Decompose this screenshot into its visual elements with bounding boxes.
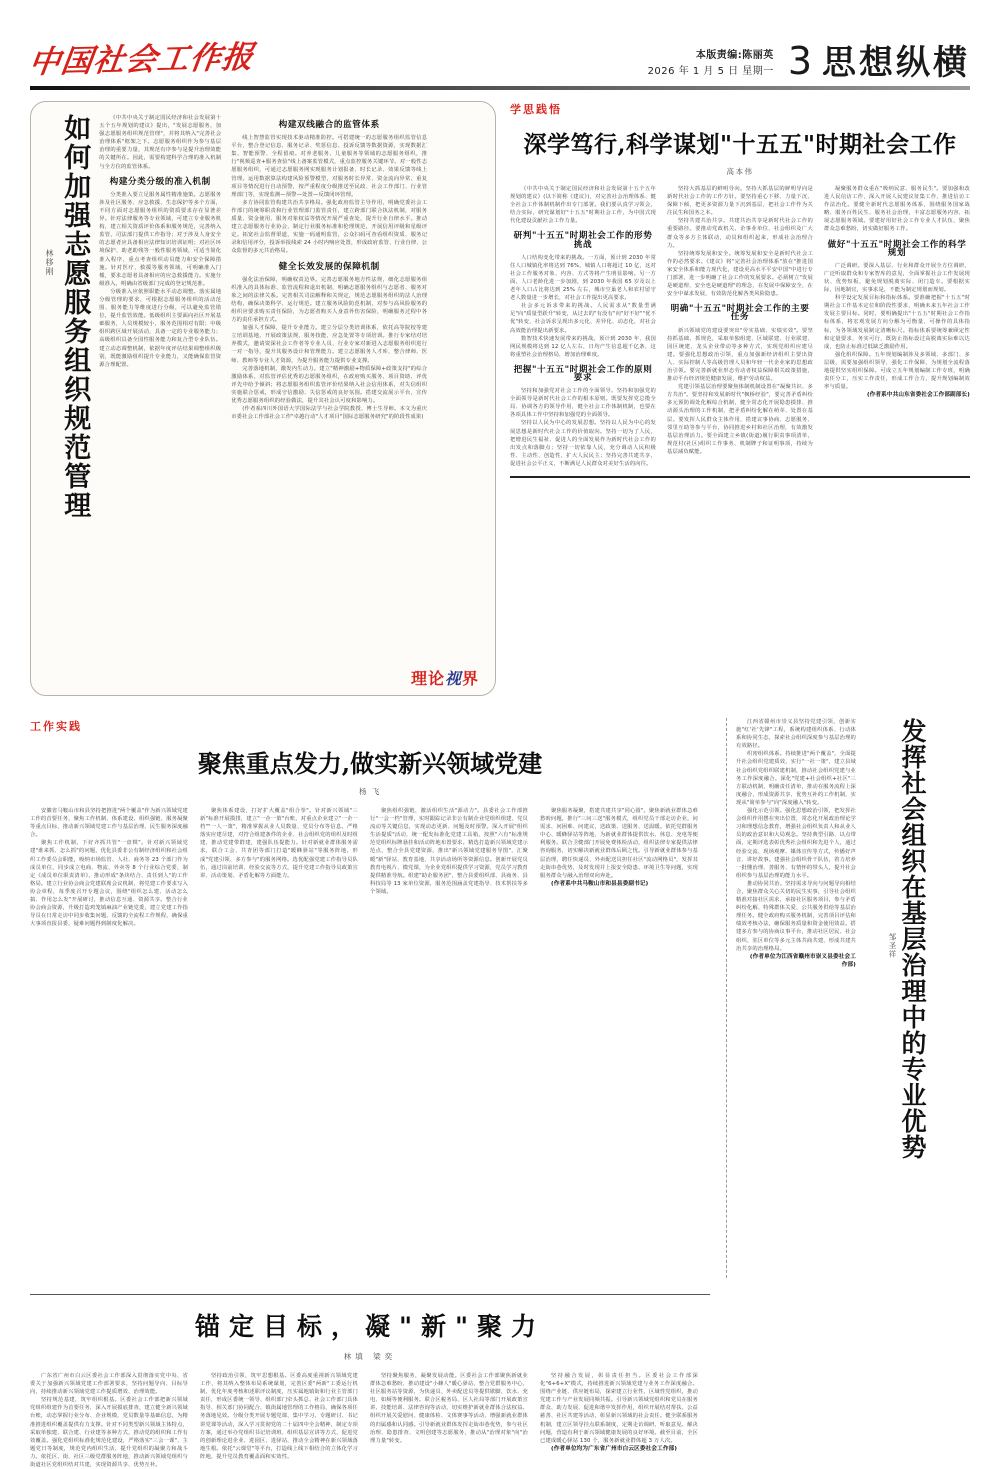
- vertical-divider: [726, 718, 727, 1278]
- atr-heading-2: 把握"十五五"时期社会工作的原则要求: [513, 364, 653, 383]
- atr-p13: 科学设定发展目标和指标体系。要准确把握"十五五"时期社会工作基本定位和阶段性要求，明确未来五年社会工作发展主要目标。同时，要明确提出"十五五"时期社会工作指标体系，将宏观发展方向分解为可衡量、可操作的具体指标，为各领域发展制定清晰标尺。指标体系要统筹兼顾定性和定量要求，务实可行，既防止指标设过高脱离实际难以达成，也防止标准过低缺乏激励作用。: [824, 295, 970, 350]
- abot-column-2: [200, 1372, 358, 1469]
- article-mid-columns: [30, 807, 710, 928]
- abot-p2: 坚持政治引领，筑牢思想根基。区委高度重视新兴领域党建工作，将其纳入整体布局系统谋划，完善区委"两新"工委运行机制，优化年度考核和述职评议制度，压实属地镇街和行业主管部门责任，形成区委统一领导、组织部门牵头抓总、社会工作部门具体指导、相关部门协同配合、镇街属地管理的工作格局，确保各项任务落地见效。分级分类开展专题党课、集中学习、专题研讨、书记讲党课等活动，深入学习贯彻党的二十届四中全会精神，制定专项方案，通过举办党组织书记培训班、组织基层宣讲等方式，促进党的创新理论进企业、进园区、进驿站，推动全会精神在新兴领域落地生根。依托"云课堂"等平台，打造线上线下相结合的立体化学习阵地，提升党员教育覆盖面和实效性。: [200, 1373, 358, 1460]
- arv-lead: 江西省赣州市崇义县坚持党建引领，创新实施"红'社'先锋"工程，系统构建组织体系、行动体系和协同生态，探索社会组织深度参与基层治理的有效路径。: [736, 719, 856, 750]
- atr-p2: 社会多元诉求带来的挑战。人民需求从"数量型满足"向"质量型跃升"转变，从过去的"有没有"向"好不好""优不优"转变，社会诉求呈现出多元化、差异化、动态化，对社会高效能治理提出新要求。: [510, 303, 656, 334]
- atr-p14: 强化组织保障。五年规划编制涉及多领域、多部门、多层级，需要加强组织领导，强化工作保障，为规划全流程落地提供坚实组织保障。可成立五年规划编制工作专班，明确责任分工，压实工作责任，形成工作合力，提升规划编制效率与质量。: [824, 351, 970, 391]
- abot-column-4: [540, 1372, 698, 1469]
- kicker-xuesijianwu: 学思践悟: [510, 103, 562, 116]
- atr-heading-4: 做好"十五五"时期社会工作的科学规划: [827, 239, 967, 258]
- arv-column: [736, 718, 856, 1278]
- atr-p11: 凝聚服务群众重在"吸纳民意、服务民生"。要加强和改进人民信访工作，深入开展人民建议征集工作，推进信访工作法治化。要健全新时代志愿服务体系，围绕服务国家战略、服务百姓民生、服务社会治理，丰富志愿服务内容，拓展志愿服务领域。要建好用好社会工作专业人才队伍，聚焦群众急难愁盼，切实做好服务工作。: [824, 186, 970, 233]
- feature-para-3: 完善落地机制，激发内生动力。建立"精神激励+物质保障+政策支持"的综合激励体系，对监管评估优秀的志愿服务组织，在政府购买服务、项目资助、评优评先中给予倾斜；将志愿服务组织监管评价结果纳入社会信用体系，对失信组织实施联合惩戒，形成守信激励、失信惩戒的良好氛围。搭建交流展示平台，宣传优秀志愿服务组织的经验做法，提升其社会认可度和影响力。: [231, 365, 428, 404]
- article-bottom: [30, 1294, 710, 1469]
- middle-zone: [30, 718, 970, 1278]
- page-number: 3: [787, 39, 812, 84]
- feature-heading-1: 构建分类分级的准入机制: [109, 176, 211, 187]
- feature-lead: 《中共中央关于制定国民经济和社会发展第十五个五年规划的建议》提出，"发展志愿服务，加强志愿服务组织规范管理"，并将其纳入"完善社会治理体系"框架之下。志愿服务组织作为参与基层治理的重要力量，其规范有序参与是提升治理效能的关键所在。因此，需要构建科学合理的准入机制与全方位的监管体系。: [99, 115, 222, 170]
- masthead-rule: [30, 86, 970, 90]
- abot-lead: 广东省广州市白云区委社会工作部深入贯彻落实党中央、省委关于加强新兴领域党建工作部署要求，坚持问题导向、目标导向，持续推动新兴领域党建工作提质增效、治理效能。: [30, 1373, 188, 1396]
- feature-credit: (作者系四川外国语大学国际法学与社会学院教授、博士生导师。本文为重庆市委社会工作部社会工作"卓越行动"人才项目"国际志愿服务研究"的阶段性成果): [231, 406, 428, 421]
- article-top-right-title: 深学笃行,科学谋划"十五五"时期社会工作: [523, 131, 957, 158]
- arv-title: 发挥社会组织在基层治理中的专业优势: [898, 718, 927, 1160]
- atr-p6: 坚持大抓基层的鲜明导向。坚持大抓基层的鲜明导向是新时代社会工作的工作方针。要坚持重心下移、力量下沉、保障下倾，把更多资源力量下沉到基层，把社会工作作为关注民生和国务之本。: [667, 186, 813, 217]
- bottom-rule: [30, 1294, 710, 1295]
- feature-para-1: 分类准入要立足服务属性精准施策。志愿服务涉及社区服务、应急救援、生态保护等多个方面，不同方面对志愿服务组织的资质要求存在显著差异。针对法律服务等专业领域，可建立专业服务机构，建立相关资质评价体系和服务规范，完善纳入监管，司法部门提供工作指导；对于涉及人身安全的志愿者应具备相应法律知识培训证明；对社区环境保护、助老助残等一般性服务领域，可适当简化准入程序，重点考查组织动员能力和安全保障措施。针对医疗、救援等服务领域，可明确准入门槛，要求志愿者具备相应的应急救援能力。实施分级准入，明确由省级部门完成的登记规范准。: [99, 191, 222, 287]
- atr-column-1: [510, 185, 656, 468]
- masthead-meta: [648, 48, 774, 79]
- amid-lead: 安徽省马鞍山市和县坚持把推进"两个覆盖"作为新兴领域党建工作的首要任务，聚焦工作机制、体系建设、组织强链、服务凝聚等重点目标，推动新兴领域党建工作与基层治理、民生服务深度融合。: [30, 808, 188, 839]
- abot-p1: 坚持规范基建，筑牢组织根基。区委社会工作部把新兴领域党组织组建作为首要任务，深入开展摸底排查，建立健全新兴领域台账，动态掌握行业分布、企业规模、党员数量等基础信息，为精准推进组织覆盖提供有力支撑。针对不同类型新兴领域主体特点，采取单独建、联合建、行业建等多种方式，推动党的组织和工作有效覆盖。强化党组织标准化规范化建设，严格落实"三会一课"、主题党日等制度，规范党内组织生活，提升党组织的凝聚力和战斗力。依托区、街、社区三级党群服务阵地，推动新兴领域党组织与街道社区党组织结对共建，实现资源共享、优势互补。: [30, 1397, 188, 1469]
- atr-heading-3: 明确"十五五"时期社会工作的主要任务: [670, 304, 810, 323]
- abot-column-3: [370, 1372, 528, 1469]
- atr-p1: 人口结构变化带来的挑战。一方面，预计到 2030 年常住人口城镇化率将达到 76%，城镇人口将超过 10 亿，这对社会工作服务对象、内容、方式等将产生明显影响。另一方面，人口老龄化进一步加剧，到 2030 年我国 65 岁及以上老年人口占比将达到 25% 左右，城市空巢老人和农村留守老人数量进一步增长，对社会工作提出更高要求。: [510, 254, 656, 302]
- article-mid-title: 聚焦重点发力,做实新兴领域党建: [197, 749, 543, 778]
- masthead: [26, 0, 970, 84]
- article-mid-author: 杨 飞: [359, 787, 381, 796]
- atr-p10: 党建引领基层治理要聚焦体制机制设置在"凝聚共识、多方共治"。要坚持和发展新时代"枫桥经验"，要完善矛盾纠纷多元预防调处化解综合机制，健全常态化开展隐患摸排、推动源头治理的工作机制，把矛盾纠纷化解在萌芽、处置在基层。要发挥人民群众主体作用，搭建议事协商、志愿服务、邻里互助等参与平台，协同推进乡村和社区治理，有效激发基层治理活力。要全面建立乡镇(街道)履行职责事项清单，规范村(社区)组织工作事务、机制牌子和证明事项，持续为基层减负赋能。: [667, 384, 813, 455]
- atr-heading-1: 研判"十五五"时期社会工作的形势挑战: [513, 231, 653, 250]
- feature-heading-3: 健全长效发展的保障机制: [278, 261, 380, 272]
- feature-para-6: 强化法治保障，明确权责边界。完善志愿服务地方性法规，细化志愿服务组织准入的具体标准、监管流程和退出机制，明确志愿服务组织与志愿者、服务对象之间的法律关系。完善相关司法解释和关规定，规范志愿服务组织的法人治理结构，确保决策科学、运行规范。建立服务风险防范机制，对参与高风险服务的组织应要求购买责任保险，为志愿者购买人身意外伤害保险，明确服务过程中各方的责任承担方式。: [231, 276, 428, 324]
- amid-p1: 聚焦工作机制，下好齐抓共管"一盘棋"。针对新兴领域党建"谁来抓、怎么抓"的问题，优化县委非公有制经济组织和社会组织工作委员会职能，吸纳市场监管、人社、商务等 23 个部门作为成员单位，同步成立电商、物流、外卖等 8 个行业综合党委，制定《成员单位职责清单》，推动形成"条块结合、责任到人"的工作格局。建立行业协会商会党建联席会议机制，将党建工作要求写入协会章程，每季度召开专题会议，围绕"组织怎么建、活动怎么搞、作用怎么发"开展研讨，推动信息互通、资源共享。整合行业协会商会资源，升级打造鸡笼镇麻油产业链党委，建立党建工作指导员在日常走访中同步收集问题、反馈的全流程工作规程，确保重大事项直报县委，疑难问题得到制度化解决。: [30, 840, 188, 928]
- feature-para-2: 分级准入应依照职能水平动态调整。落实属地分级管理的要求，可根据志愿服务组织的活动范围、服务能力等维度进行分级，可以避免监管错位，提升监管效能。低级组织主要面向社区开展基础服务，人员规模较小，服务范围相对有限；中级组织跨区域开展活动，具备一定的专业服务能力；高级组织具备全国性服务能力和复合型专业队伍。建立动态调整机制，依据年度评估结果调整组织级别，既能激励组织提升专业能力，又能确保监管资源合理配置。: [99, 288, 222, 368]
- atr-p3: 数智技术快速发展带来的挑战。预计到 2030 年，我国网民规模将达到 12 亿人左右，日均产生信息超千亿条，这将重塑社会治理格局，增加治理难度。: [510, 335, 656, 358]
- newspaper-logo: 中国社会工作报: [26, 39, 257, 81]
- editor-line: 本版责编:陈丽英: [695, 50, 774, 61]
- atr-lead: 《中共中央关于制定国民经济和社会发展第十五个五年规划的建议》(以下简称《建议》)，对完善社会治理体系、健全社会工作体制机制作出专门部署。我们要认真学习领会，结合实际，研究谋划好"十五五"时期社会工作，为中国式现代化建设贡献社会工作力量。: [510, 186, 656, 225]
- feature-title: 如何加强志愿服务组织规范管理: [59, 114, 91, 520]
- article-bottom-columns: [30, 1372, 710, 1469]
- article-bottom-title: 锚定目标，凝"新"聚力: [194, 1312, 546, 1341]
- amid-column-1: [30, 807, 188, 928]
- abot-p3: 坚持聚焦服务，凝聚发展动能。区委社会工作部聚焦新就业群体急难愁盼，推动建设"小蜂人"暖心驿站，整合党群服务中心、社区服务站等资源，为快递员、外卖配送员等提供歇脚、饮水、充电、如厕等便利服务。联合区税务局、区人社局等部门开展政策宣讲、技能培训、法律咨询等活动，切实维护新就业群体合法权益。组织开展关爱慰问、健康体检、文体赛事等活动，增强新就业群体的归属感和认同感。引导新就业群体发挥走街串巷优势，参与社区治理、隐患排查、文明创建等志愿服务，推动从"治理对象"向"治理力量"转变。: [370, 1373, 528, 1444]
- article-right-vertical: [726, 718, 970, 1278]
- kicker-gongzuoshijian: 工作实践: [30, 720, 82, 733]
- atr-p7: 坚持共建共治共享。共建共治共享是新时代社会工作的重要路径。要推动党政机关、企事业单位、社会组织及广大群众等多方主体联动，动员和组织起来，形成社会治理合力。: [667, 218, 813, 249]
- amid-column-2: [200, 807, 358, 928]
- arv-author: 邹圣祥: [888, 933, 897, 959]
- atr-column-3: [824, 185, 970, 468]
- abot-p4: 坚持融合发展，彰显责任担当。区委社会工作部深化"6+6+X"模式，持续推进新兴领域党建与业务工作深度融合。围绕产业链、供应链布局，探索建立行业性、区域性党组织，推动党建工作与产业发展同频共振。引导新兴领域党组织和党员在服务群众、助力发展、促进和谐中发挥作用，组织开展结对帮扶、公益慈善、社区共建等活动，彰显新兴领域的社会责任。健全联系服务机制，建立区领导挂点联系制度，定期走访调研、听取意见、解决问题，营造有利于新兴领域健康发展的良好环境。截至目前，全区已建成暖心驿站 130 个，服务新就业群体超 3 万人次。: [540, 1373, 698, 1444]
- article-top-right-columns: [510, 185, 970, 468]
- arv-credit: (作者单位为江西省赣州市崇义县委社会工作部): [749, 953, 856, 968]
- arv-p2: 强化示范引领。强化思想政治引领，把发挥社会组织作用摆在突出位置，常态化开展政治理论学习和理想信念教育，增强社会组织负责人和从业人员的政治意识和大局观念。坚持典型引路、以点带面，定期评选表彰优秀社会组织和先进个人，通过经验交流、现场观摩、媒体宣传等方式，传播好声音、讲好故事。建强社会组织骨干队伍，着力培养一批懂治理、善服务、有情怀的带头人，提升社会组织参与基层治理的能力水平。: [736, 808, 856, 879]
- top-zone: [30, 101, 970, 696]
- amid-p4: 聚焦服务凝聚，搭建共建共享"同心圆"。聚焦新就业群体急难愁盼问题，推行"三问三送"服务模式，组织党员干部走访企业，问需求、问困难、问建议，送政策、送服务、送温暖。依托党群服务中心、暖蜂驿站等阵地，为新就业群体提供饮水、休息、充电等便利服务。联合卫健部门开展免费体检活动，组织法律专家提供法律咨询服务，切实解决新就业群体后顾之忧。引导新就业群体参与基层治理，聘任快递员、外卖配送员担任社区"流动网格员"，发挥其走街串巷优势，及时发现并上报安全隐患、环境卫生等问题，实现服务群众与融入治理双向奔赴。: [540, 808, 698, 879]
- feature-title-wrap: [44, 114, 89, 685]
- feature-column-2: [231, 114, 427, 685]
- atr-p5: 坚持以人民为中心的发展思想。坚持以人民为中心的发展思想是新时代社会工作的价值取向。坚持一切为了人民，把增进民生福祉、促进人的全面发展作为新时代社会工作的出发点和落脚点；坚持一切依靠人民，充分调动人民积极性、主动性、创造性，扩大人民民主；坚持完善共建共享，促进社会公平正义，不断满足人民群众对美好生活的向往。: [510, 420, 656, 467]
- article-top-right-author: 高本伟: [726, 167, 754, 176]
- amid-p2: 聚焦体系建设，打好扩大覆盖"组合拳"。针对新兴领域"三新"标准开展摸排，建立"一企一策"台账，对重点企业建立"一企一档""一人一策"，精准掌握从业人员数量、党员分布等信息。严格落实应建尽建，对符合组建条件的企业、社会组织党的组织及时组建，推动党建带群建，建强队伍提能力。针对新就业群体服务需求，联合工会、共青团等部门打造"暖蜂驿站"等服务阵地，形成"党建引领、多方参与"的服务网络。选优配强党建工作指导员队伍，通过岗前培训、经验交流等方式，提升党建工作指导员政策宣讲、活动策划、矛盾化解等方面能力。: [200, 808, 358, 879]
- article-mid: [30, 718, 710, 1278]
- feature-para-5: 多方协同监管构建共治共享格局。强化政府监管主导作用，明确党委社会工作部门的统筹职责和行业管理部门监管责任，建立跨部门联合执法机制，对服务质量、资金使用、服务对象权益等情况开展严重查处，提升行业自律水平。推动建立志愿服务行业协会，制定行业服务标准和伦理规范，开展信用评级和星级评定。拓宽社会监督渠道，实施一码通明监管，公众扫码可查看组织资质、服务记录和信用评分，投诉举报线索 24 小时内响应处置，形成政府监管、行业自律、公众监督的多元共治格局。: [231, 199, 428, 255]
- article-bottom-author: 林填 梁奕: [343, 1352, 397, 1361]
- amid-column-3: [370, 807, 528, 928]
- atr-p8: 坚持统筹发展和安全。统筹发展和安全是新时代社会工作的必然要求。《建议》将"完善社会治理体系"放在"推进国家安全体系和能力现代化，建设更高水平平安中国"中进行专门部署，进一步明确了社会工作的发展要求。必须树立"发展是硬道理、安全也是硬道理"的理念，在发展中保障安全，在安全中谋求发展，有效防范化解各类风险隐患。: [667, 250, 813, 298]
- atr-p4: 坚持和加强党对社会工作的全面领导。坚持和加强党的全面领导是新时代社会工作的根本原则。既要发挥党总揽全局、协调各方的领导作用，健全社会工作体制机制，也要在各项具体工作中坚持和加强党的全面领导。: [510, 388, 656, 419]
- logo-part-3: 界: [461, 669, 479, 688]
- feature-para-7: 加强人才保障，提升专业能力。建立分层分类培训体系，依托高等院校等建立培训基地，开展政策法规、服务技能、应急处置等专项培训。推行专家结对培养模式，邀请资深社会工作者等专业人员、行业专家对新进入志愿服务组织进行一对一指导，提升其服务设计和管理能力。建立志愿服务人才库，整合律师、医师、教师等专业人才资源，为提升服务能力提供专业支撑。: [231, 325, 428, 364]
- arv-title-wrap: [865, 718, 926, 1278]
- article-top-right: [510, 101, 970, 696]
- atr-column-2: [667, 185, 813, 468]
- feature-article-box: [30, 101, 496, 696]
- feature-column-1: [99, 114, 221, 685]
- atr-credit: (作者系中共山东省委社会工作部副部长): [866, 392, 970, 399]
- feature-para-4: 线上智慧监管实现技术驱动精准防控。可搭建统一的志愿服务组织监管信息平台，整合登记信息、服务记录、奖惩信息、投诉反馈等数据资源，实现数据汇集、智能预警、全程留痕。对养老服务、儿童服务等领域的志愿服务组织，推行"视频巡查+服务查验"线上备案监管模式，重点监控服务关键环节。对一般性志愿服务组织，可通过志愿服务网实现服务计划报备、时长记录、效果反馈等线上管理。运用数据算法构建风险预警模型，对服务时长异常、资金流向异常、重复项目等情况进行自动预警，按严重程度分级推送至民政、社会工作部门、行业管理部门等，实现监测—预警—处置—反馈闭环管理。: [231, 135, 428, 198]
- logo-part-1: 理论: [410, 669, 445, 688]
- section-name: 思想纵横: [822, 43, 970, 84]
- abot-credit: (作者单位均为广东省广州市白云区委社会工作部): [551, 1445, 678, 1452]
- article-top-right-rule: [510, 476, 970, 478]
- amid-p3: 聚焦组织强链，激活组织生活"源动力"。县委社会工作部推行"一会一档"管理，实时跟踪记录非公有制企业党组织组建、党员流动等关键信息，实现动态更新、问题及时预警。深入开展"组织生活提质"活动，统一配发标准化党建工具箱，按照"六有"标准规范党组织标牌悬挂和活动阵地布置要求。精选打造新兴领域党建示范点，整合全县党建资源，推出"新兴领域党建服务导图"，汇聚暖"新"驿站、教育基地、共享活动场所等资源信息。创新开展党员教育电视片、微党课，为企业党组织提供学习资源，党员学习教育提供精准导航。组建"助企服务团"，整合县委组织部、县商务、县科技局等 13 家单位资源，服务范围涵盖党建指导、技术帮扶等多个领域。: [370, 808, 528, 895]
- theory-vision-logo: [411, 666, 479, 689]
- abot-column-1: [30, 1372, 188, 1469]
- arv-p3: 推动协同共治。坚持需求导向与问题导向相结合，聚焦群众关心关切的民生实事，引导社会组织精准对接社区需求，承接社区服务项目，参与矛盾纠纷化解、特殊群体关爱、公共服务供给等基层治理任务。健全政府购买服务机制，完善项目评估和绩效考核办法，确保服务质量和资金使用效益。搭建多方参与的协商议事平台，推动社区居民、社会组织、驻区单位等多元主体共商共建，形成共建共治共享的治理格局。: [736, 880, 856, 952]
- feature-heading-2: 构建双线融合的监管体系: [278, 120, 380, 130]
- date-line: 2026 年 1 月 5 日 星期一: [647, 65, 774, 77]
- amid-credit: (作者系中共马鞍山市和县县委副书记): [551, 880, 649, 887]
- atr-p9: 新兴领域党的建设要突出"劳实基础、实绩实效"。要坚持抓基础、抓规范，采取单独组建、区域联建、行业联建、园区统建、龙头企业带动等多种方式，实现党组织应建尽建。要强化思想政治引领，重点加强新经济组织主要出资人、实际控制人等高级管理人员和年轻一代企业家的思想政治引领。要完善新就业形态劳动者权益保障相关政策措施，推动平台经济规范健康发展，维护劳动权益。: [667, 327, 813, 383]
- arv-p1: 织密组织体系。持续推进"两个覆盖"，全面提升社会组织党建质效，实行"一社一策"，建立县域社会组织党组织联建机制，推动社会组织党建与业务工作深度融合。深化"党建+社会组织+社区"三方联动机制，明确责任清单，推动在服务流程上深度融合，形成资源共享、优势互补的工作机制，实现从"简单参与"向"深度融入"转变。: [736, 751, 856, 806]
- logo-part-2: 视: [444, 669, 462, 688]
- masthead-right: [647, 39, 970, 84]
- section-header: [787, 39, 970, 84]
- atr-p12: 广泛调研。要深入基层、行业和群众开展全方位调研，广泛听取群众和专家智库的意见，全面掌握社会工作发展现状、优势短板，避免规划脱离实际、闭门造车。要根据实际，因地制宜，实事求是，不能为制定规划而规划。: [824, 262, 970, 294]
- amid-column-4: [540, 807, 698, 928]
- feature-author: 林移刚: [45, 249, 54, 276]
